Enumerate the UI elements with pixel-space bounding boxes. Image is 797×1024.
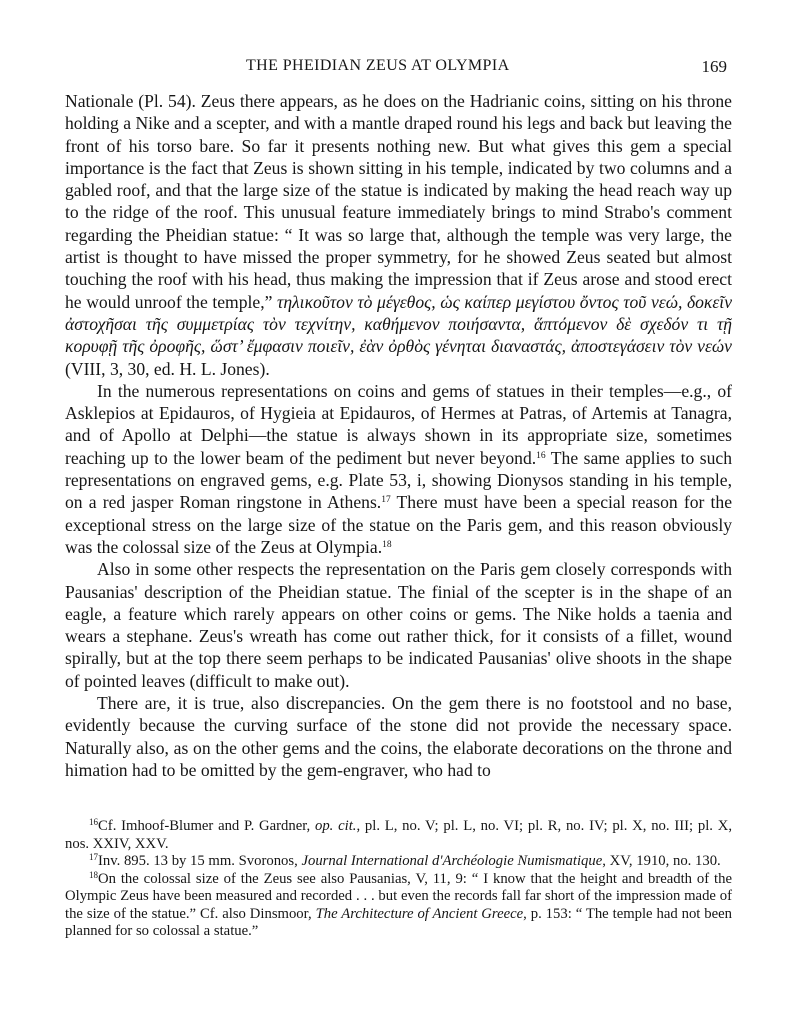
footnote-ref-17[interactable]: 17: [381, 495, 391, 506]
paragraph-2-text-b: The same applies to such representations on engraved gems, e.g. Plate 53, i, showing Dionysos standing in his temple, on a red jasper Roman ringstone in Athens.: [65, 447, 732, 513]
footnote-18-italic: The Architecture of Ancient Greece: [315, 905, 524, 922]
footnote-16-text-a: Cf. Imhoof-Blumer and P. Gardner,: [98, 818, 311, 834]
footnote-17-mark: 17: [89, 852, 98, 862]
paragraph-2-text-a: In the numerous representations on coins and gems of statues in their temples—e.g., of Asklepios at Epidauros, of Hygieia at Epidauros, of Hermes at Patras, of Artemis at Tanagra, and of Apollo at Delphi—the statue is always shown in its appropriate size, sometimes reaching up to the lower beam of the pediment but never beyond.: [65, 380, 732, 468]
footnote-ref-16[interactable]: 16: [536, 450, 546, 461]
page-number: 169: [701, 57, 727, 76]
running-title: THE PHEIDIAN ZEUS AT OLYMPIA: [246, 57, 510, 74]
paragraph-1-text: Nationale (Pl. 54). Zeus there appears, as he does on the Hadrianic coins, sitting on his throne holding a Nike and a scepter, and with a mantle draped round his legs and back but leaving the front of his torso bare. So far it presents nothing new. But what gives this gem a special importance is the fact that Zeus is shown sitting in his temple, indicated by two columns and a gabled roof, and that the large size of the statue is indicated by making the head reach way up to the ridge of the roof. This unusual feature immediately brings to mind Strabo's comment regarding the Pheidian statue: “ It was so large that, although the temple was very large, the artist is thought to have missed the proper symmetry, for he showed Zeus seated but almost touching the roof with his head, thus making the impression that if Zeus arose and stood erect he would unroof the temple,”: [65, 91, 732, 312]
citation: (VIII, 3, 30, ed. H. L. Jones).: [65, 358, 270, 379]
footnote-16-text-b: , pl. L, no. V; pl. L, no. VI; pl. R, no. IV; pl. X, no. III; pl. X, nos. XXIV, XXV.: [65, 818, 732, 852]
footnote-18-text-a: On the colossal size of the Zeus see also Pausanias, V, 11, 9: “ I know that the height and breadth of the Olympic Zeus have been measured and recorded . . . but even the records fall far short of the impression made of the size of the statue.” Cf. also Dinsmoor,: [65, 870, 732, 922]
footnote-18: [65, 871, 732, 941]
paragraph-2-text-c: There must have been a special reason for the exceptional stress on the large size of the statue on the Paris gem, and this reason obviously was the colossal size of the Zeus at Olympia.: [65, 492, 732, 557]
paragraph-2: [65, 380, 732, 558]
footnote-17-italic: Journal International d'Archéologie Numismatique: [301, 853, 603, 869]
paragraph-3: Also in some other respects the representation on the Paris gem closely corresponds with Pausanias' description of the Pheidian statue. The finial of the scepter is in the shape of an eagle, a feature which rarely appears on other coins or gems. The Nike holds a taenia and wears a stephane. Zeus's wreath has come out rather thick, for it consists of a fillet, wound spirally, but at the top there seem perhaps to be indicated Pausanias' olive shoots in the shape of pointed leaves (difficult to make out).: [65, 559, 732, 691]
footnotes: [65, 818, 732, 941]
footnote-17-text-b: , XV, 1910, no. 130.: [602, 853, 721, 869]
footnote-ref-18[interactable]: 18: [382, 539, 392, 550]
footnote-16: [65, 818, 732, 853]
footnote-17-text-a: Inv. 895. 13 by 15 mm. Svoronos,: [98, 853, 298, 869]
main-text: [65, 90, 732, 781]
paragraph-4: There are, it is true, also discrepancies. On the gem there is no footstool and no base, evidently because the curving surface of the stone did not provide the necessary space. Naturally also, as on the other gems and the coins, the elaborate decorations on the throne and himation had to be omitted by the gem-engraver, who had to: [65, 693, 732, 780]
footnote-18-mark: 18: [89, 869, 98, 880]
paragraph-1: [65, 90, 732, 380]
footnote-16-mark: 16: [89, 817, 98, 827]
footnote-18-text-b: , p. 153: “ The temple had not been planned for so colossal a statue.”: [65, 905, 733, 939]
footnote-17: [65, 853, 732, 871]
running-header: [0, 57, 797, 79]
footnote-16-italic: op. cit.: [314, 818, 357, 834]
greek-quotation: τηλικοῦτον τὸ μέγεθος, ὡς καίπερ μεγίστου ὄντος τοῦ νεώ, δοκεῖν ἀστοχῆσαι τῆς συμμετρίας τὸν τεχνίτην, καθήμενον ποιήσαντα, ἅπτόμενον δὲ σχεδόν τι τῇ κορυφῇ τῆς ὀροφῆς, ὥστ’ ἔμφασιν ποιεῖν, ἐὰν ὀρθὸς γένηται διαναστάς, ἀποστεγάσειν τὸν νεών: [65, 291, 733, 357]
